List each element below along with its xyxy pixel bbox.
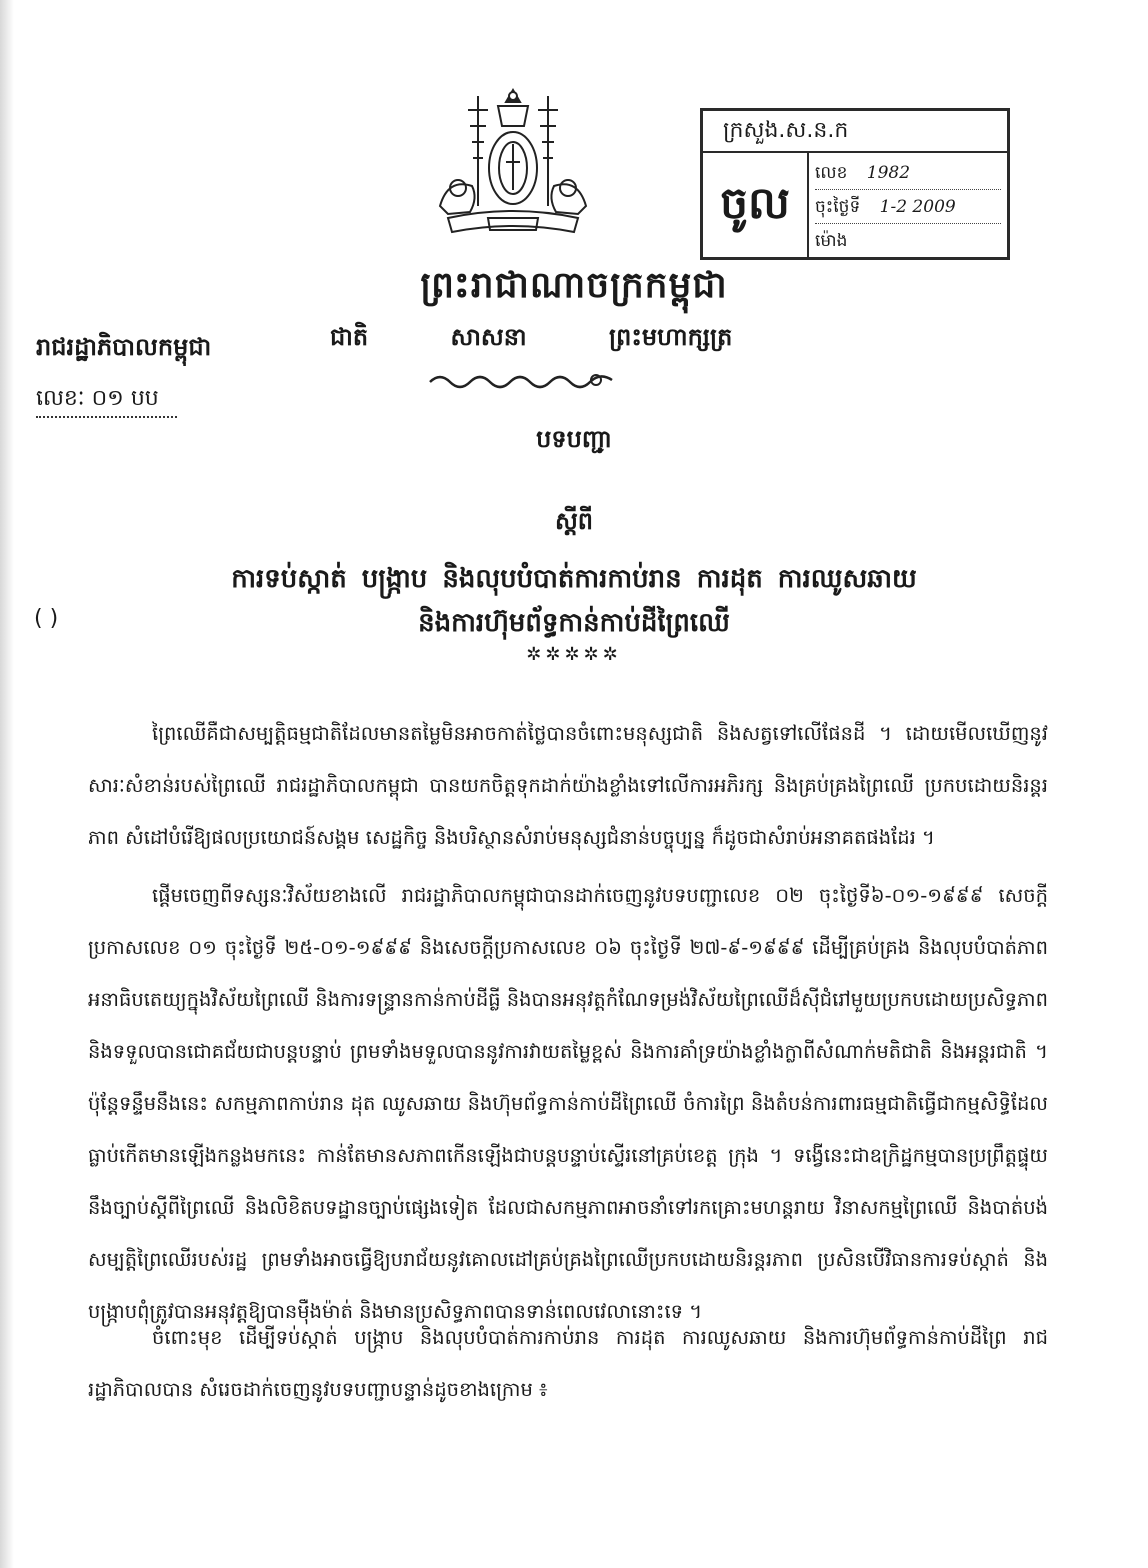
stamp-date-value: 1-2 2009 — [879, 197, 956, 217]
subject-title-line1: ការទប់ស្កាត់ បង្ក្រាប និងលុបបំបាត់ការកាប់រាន ការដុត ការឈូសឆាយ — [231, 564, 917, 594]
subject-title-line2: និងការហ៊ុមព័ទ្ធកាន់កាប់ដីព្រៃឈើ — [418, 608, 730, 638]
body-paragraph-3-text: ចំពោះមុខ ដើម្បីទប់ស្កាត់ បង្ក្រាប និងលុបបំបាត់ការកាប់រាន ការដុត ការឈូសឆាយ និងការហ៊ុមព័ទ្ធកាន់កាប់ដីព្រៃ រាជរដ្ឋាភិបាលបាន សំរេចដាក់ចេញនូវបទបញ្ជាបន្ទាន់ដូចខាងក្រោម ៖ — [88, 1326, 1048, 1401]
stamp-date-row — [815, 191, 1001, 224]
body-paragraph-3 — [88, 1312, 1048, 1416]
stamp-received-label: ចូល — [703, 151, 809, 257]
body-paragraph-1 — [88, 708, 1048, 864]
body-paragraph-2-text: ផ្តើមចេញពីទស្សនៈវិស័យខាងលើ រាជរដ្ឋាភិបាលកម្ពុជាបានដាក់ចេញនូវបទបញ្ជាលេខ ០២ ចុះថ្ងៃទី៦-០១-១៩៩៩ សេចក្តីប្រកាសលេខ ០១ ចុះថ្ងៃទី ២៥-០១-១៩៩៩ និងសេចក្តីប្រកាសលេខ ០៦ ចុះថ្ងៃទី ២៧-៩-១៩៩៩ ដើម្បីគ្រប់គ្រង និងលុបបំបាត់ភាពអនាធិបតេយ្យក្នុងវិស័យព្រៃឈើ និងការទន្ទ្រានកាន់កាប់ដីធ្លី និងបានអនុវត្តកំណែទម្រង់វិស័យព្រៃឈើដ៏ស៊ីជំរៅមួយប្រកបដោយប្រសិទ្ធភាព និងទទួលបានជោគជ័យជាបន្តបន្ទាប់ ព្រមទាំងមទួលបាននូវការវាយតម្លៃខ្ពស់ និងការគាំទ្រយ៉ាងខ្លាំងក្លាពីសំណាក់មតិជាតិ និងអន្តរជាតិ ។ ប៉ុន្តែទន្ទឹមនឹងនេះ សកម្មភាពកាប់រាន ដុត ឈូសឆាយ និងហ៊ុមព័ទ្ធកាន់កាប់ដីព្រៃឈើ ចំការព្រៃ និងតំបន់ការពារធម្មជាតិធ្វើជាកម្មសិទ្ធិដែលធ្លាប់កើតមានឡើងកន្លងមកនេះ កាន់តែមានសភាពកើនឡើងជាបន្តបន្ទាប់ស្ទើរនៅគ្រប់ខេត្ត ក្រុង ។ ទង្វើនេះជាឧក្រិដ្ឋកម្មបានប្រព្រឹត្តផ្ទុយនឹងច្បាប់ស្តីពីព្រៃឈើ និងលិខិតបទដ្ឋានច្បាប់ផ្សេងទៀត ដែលជាសកម្មភាពអាចនាំទៅរកគ្រោះមហន្តរាយ វិនាសកម្មព្រៃឈើ និងបាត់បង់សម្បត្តិព្រៃឈើរបស់រដ្ឋ ព្រមទាំងអាចធ្វើឱ្យបរាជ័យនូវគោលដៅគ្រប់គ្រងព្រៃឈើប្រកបដោយនិរន្តរភាព ប្រសិនបើវិធានការទប់ស្កាត់ និងបង្ក្រាបពុំត្រូវបានអនុវត្តឱ្យបានម៉ឺងម៉ាត់ និងមានប្រសិទ្ធភាពបានទាន់ពេលវេលានោះទេ ។ — [88, 884, 1048, 1323]
body-paragraph-1-text: ព្រៃឈើគឺជាសម្បត្តិធម្មជាតិដែលមានតម្លៃមិនអាចកាត់ថ្លៃបានចំពោះមនុស្សជាតិ និងសត្វទៅលើផែនដី ។ ដោយមើលឃើញនូវសារៈសំខាន់របស់ព្រៃឈើ រាជរដ្ឋាភិបាលកម្ពុជា បានយកចិត្តទុកដាក់យ៉ាងខ្លាំងទៅលើការអភិរក្ស និងគ្រប់គ្រងព្រៃឈើ ប្រកបដោយនិរន្តរភាព សំដៅបំរើឱ្យផលប្រយោជន៍សង្គម សេដ្ឋកិច្ច និងបរិស្ថានសំរាប់មនុស្សជំនាន់បច្ចុប្បន្ន ក៏ដូចជាសំរាប់អនាគតផងដែរ ។ — [88, 722, 1048, 849]
stamp-number-row — [815, 157, 1001, 190]
star-divider: ✲✲✲✲✲ — [526, 644, 622, 665]
incoming-stamp — [700, 108, 1010, 260]
document-number: លេខៈ ០១ បប — [36, 384, 177, 418]
kingdom-heading: ព្រះរាជាណាចក្រកម្ពុជា — [420, 265, 728, 306]
stamp-time-label: ម៉ោង — [815, 231, 848, 251]
margin-punch-mark: ( ) — [34, 606, 59, 631]
body-paragraph-2 — [88, 870, 1048, 1338]
stamp-date-label: ចុះថ្ងៃទី — [815, 197, 861, 217]
royal-emblem-icon — [428, 86, 598, 244]
motto-nation: ជាតិ — [330, 323, 369, 351]
stamp-time-row — [815, 225, 1001, 257]
stamp-number-label: លេខ — [815, 163, 848, 183]
national-motto — [330, 322, 776, 357]
stamp-number-value: 1982 — [866, 163, 911, 183]
document-type: បទបញ្ជា — [536, 425, 612, 453]
subject-label: ស្តីពី — [554, 507, 594, 535]
scan-edge-shadow — [0, 0, 14, 1568]
stamp-ministry-line: ក្រសួង.ស.ន.ក — [703, 111, 1007, 153]
motto-king: ព្រះមហាក្សត្រ — [608, 323, 733, 351]
motto-religion: សាសនា — [450, 323, 527, 351]
ornament-divider-icon — [426, 368, 616, 392]
government-label: រាជរដ្ឋាភិបាលកម្ពុជា — [36, 333, 212, 361]
